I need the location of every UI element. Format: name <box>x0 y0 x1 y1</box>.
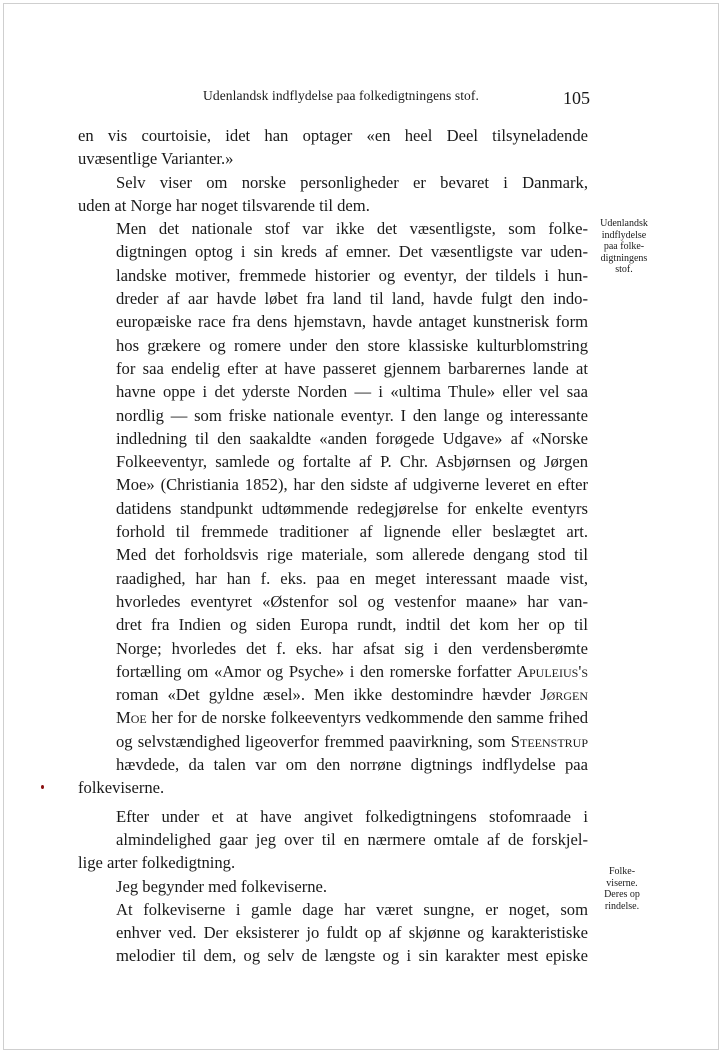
text-line <box>78 706 588 729</box>
margin-note-line: indflydelse <box>601 229 647 241</box>
margin-note-line: stof. <box>615 264 633 275</box>
text-line: hævdede, da talen var om den norrøne digtnings indflydelse paa <box>116 755 588 775</box>
margin-note-line: rindelse. <box>604 900 640 912</box>
margin-note-line: Udenlandsk <box>600 218 648 229</box>
margin-note-line: Folke- <box>608 866 636 877</box>
margin-note-line: paa folke- <box>603 241 645 252</box>
paragraph-2 <box>78 171 588 218</box>
text-line: Efter under et at have angivet folkedigtningens stofomraade i <box>116 806 588 826</box>
text-line: Norge; hvorledes det f. eks. har afsat sig i den verdensberømte <box>116 638 588 658</box>
text-fragment: her for de norske folkeeventyrs vedkommende den samme frihed <box>151 708 588 728</box>
body-text <box>78 124 588 968</box>
text-line: hos grækere og romere under den store klassiske kulturblomstring <box>116 335 588 355</box>
text-line: Moe» (Christiania 1852), har den sidste af udgiverne leveret en efter <box>116 475 588 495</box>
text-line: havne oppe i det yderste Norden — i «ultima Thule» eller vel saa <box>116 382 588 402</box>
author-name-jorgen: Jørgen <box>540 685 588 705</box>
author-name-apuleius: Apuleius's <box>517 661 588 681</box>
margin-note-folk-songs <box>591 866 653 912</box>
page-number: 105 <box>563 88 590 108</box>
text-line <box>78 683 588 706</box>
paragraph-4 <box>78 805 588 875</box>
text-line: Selv viser om norske personligheder er bevaret i Danmark, <box>116 172 588 192</box>
margin-note-line: viserne. <box>606 877 638 889</box>
text-line <box>78 660 588 683</box>
text-line: en vis courtoisie, idet han optager «en heel Deel tilsyneladende <box>78 126 588 145</box>
text-line: digtningen optog i sin kreds af emner. Det væsentligste var uden- <box>116 242 588 262</box>
text-fragment: fortælling om «Amor og Psyche» i den romerske forfatter <box>116 661 512 681</box>
margin-note-line: digtningens <box>600 252 648 264</box>
text-line: indledning til den saakaldte «anden forøgede Udgave» af «Norske <box>116 428 588 448</box>
text-line: Jeg begynder med folkeviserne. <box>116 876 328 896</box>
text-line: landske motiver, fremmede historier og eventyr, der tildels i hun- <box>116 265 588 285</box>
text-line: Med det forholdsvis rige materiale, som allerede dengang stod til <box>116 545 588 565</box>
text-line: dreder af aar havde løbet fra land til land, havde fulgt den indo- <box>116 289 588 309</box>
margin-note-foreign-influence <box>593 218 655 276</box>
text-fragment: roman «Det gyldne æsel». Men ikke destomindre hævder <box>116 685 532 705</box>
author-name-steenstrup: Steenstrup <box>510 731 588 751</box>
text-line: At folkeviserne i gamle dage har været sungne, er noget, som <box>116 899 588 919</box>
text-fragment: og selvstændighed ligeoverfor fremmed paavirkning, som <box>116 731 506 751</box>
margin-note-line: Deres op <box>604 889 640 900</box>
running-title: Udenlandsk indflydelse paa folkedigtningens stof. <box>203 88 479 103</box>
text-line: Men det nationale stof var ikke det væsentligste, som folke- <box>116 219 588 239</box>
text-line <box>78 730 588 753</box>
text-line: raadighed, har han f. eks. paa en meget interessant maade vist, <box>116 568 588 588</box>
text-line: hvorledes eventyret «Østenfor sol og vestenfor maane» har van- <box>116 591 588 611</box>
author-name-moe: Moe <box>116 708 147 728</box>
paragraph-1 <box>78 124 588 171</box>
paragraph-5 <box>78 875 588 898</box>
paragraph-6 <box>78 898 588 968</box>
paragraph-3 <box>78 217 588 799</box>
text-line: datidens standpunkt udtømmende redegjørelse for enkelte eventyrs <box>116 498 588 518</box>
text-line: dret fra Indien og siden Europa rundt, indtil det kom her op til <box>116 615 588 635</box>
text-line: enhver ved. Der eksisterer jo fuldt op af skjønne og karakteristiske <box>116 923 588 943</box>
text-line: uvæsentlige Varianter.» <box>78 149 234 169</box>
text-line: for saa endelig efter at have passeret gjennem barbarernes lande at <box>116 358 588 378</box>
text-line: Folkeeventyr, samlede og fortalte af P. Chr. Asbjørnsen og Jørgen <box>116 452 588 472</box>
text-line: melodier til dem, og selv de længste og i sin karakter mest episke <box>116 946 588 966</box>
ink-speck <box>41 785 44 789</box>
text-line: almindelighed gaar jeg over til en nærmere omtale af de forskjel- <box>116 829 588 849</box>
text-line: lige arter folkedigtning. <box>78 853 236 873</box>
text-line: europæiske race fra dens hjemstavn, havde antaget kunstnerisk form <box>116 312 588 332</box>
text-line: folkeviserne. <box>78 778 165 798</box>
text-line: uden at Norge har noget tilsvarende til dem. <box>78 195 370 215</box>
text-line: nordlig — som friske nationale eventyr. I den lange og interessante <box>116 405 588 425</box>
text-line: forhold til fremmede traditioner af lignende eller beslægtet art. <box>116 522 588 542</box>
